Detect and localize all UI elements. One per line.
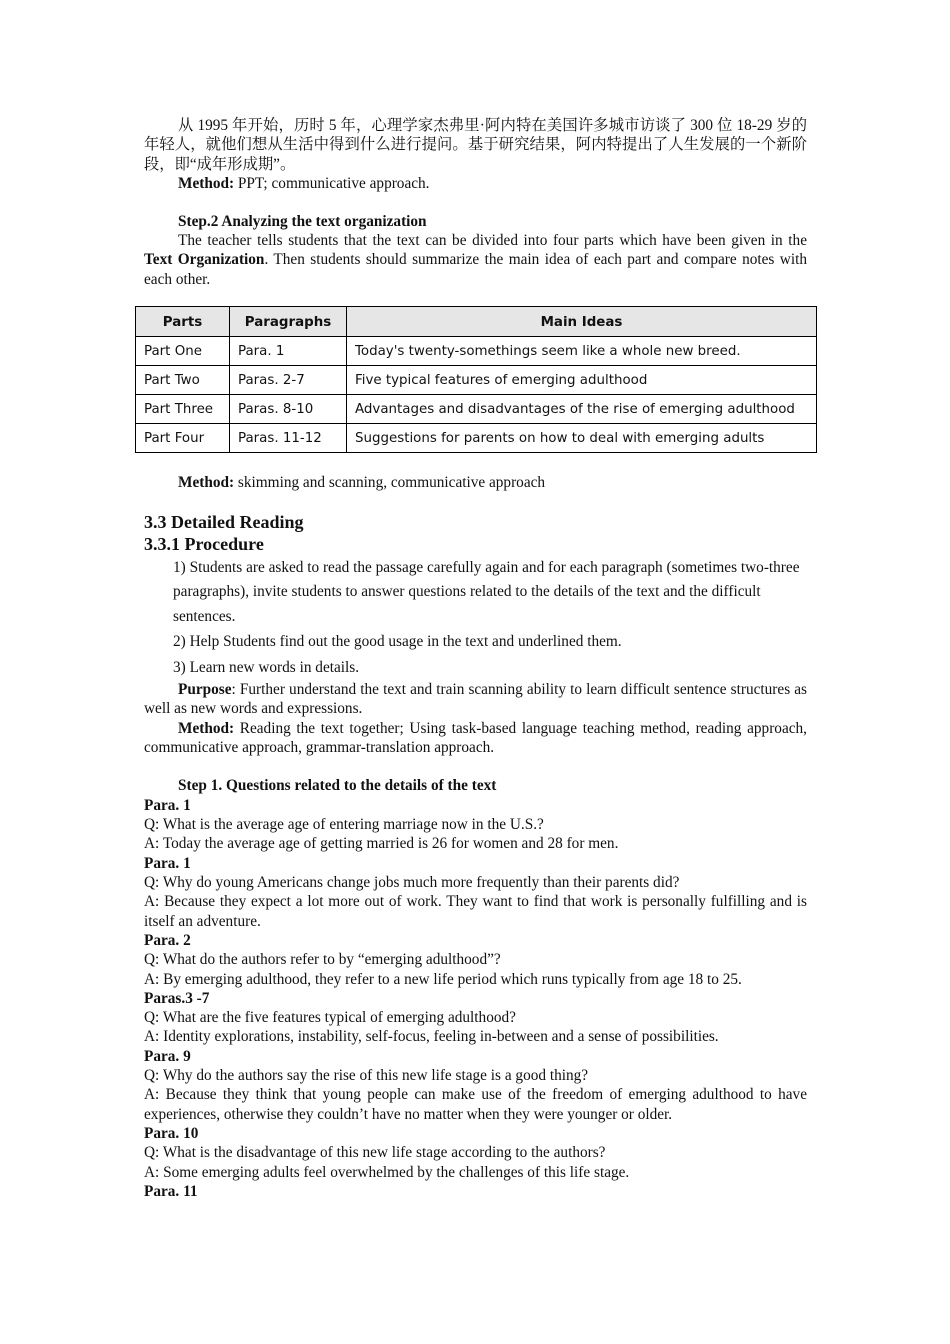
table-row (136, 395, 817, 424)
qa-para-label: Para. 10 (144, 1124, 199, 1142)
header-paragraphs: Paragraphs (230, 307, 347, 337)
intro-method-line (144, 174, 807, 193)
method-label: Method: (178, 175, 235, 193)
qa-para-label: Paras.3 -7 (144, 989, 210, 1007)
qa-block (144, 854, 807, 931)
qa-para-label: Para. 11 (144, 1182, 198, 1200)
qa-list (144, 796, 807, 1201)
section-subheading: 3.3.1 Procedure (144, 533, 264, 554)
method3-paragraph: Method: Reading the text together; Using task-based language teaching method, reading approach, communicative approach, grammar-translation approach. (144, 719, 807, 757)
purpose-paragraph: Purpose: Further understand the text and train scanning ability to learn difficult sentence structures as well as new words and expressions. (144, 680, 807, 718)
procedure-item: 2) Help Students find out the good usage in the text and underlined them. (173, 633, 622, 651)
qa-question: Q: Why do young Americans change jobs much more frequently than their parents did? (144, 874, 680, 892)
qa-question: Q: What is the average age of entering marriage now in the U.S.? (144, 816, 544, 834)
method-text: PPT; communicative approach. (234, 175, 430, 193)
cell-main-idea: Today's twenty-somethings seem like a whole new breed. (347, 337, 817, 366)
text-organization-table (135, 306, 817, 453)
cell-paragraphs: Paras. 11-12 (230, 424, 347, 453)
procedure-item: 1) Students are asked to read the passage carefully again and for each paragraph (sometimes two-three paragraphs), invite students to answer questions related to the details of the text and the difficult sentences. (173, 558, 800, 626)
intro-chinese-paragraph: 从 1995 年开始，历时 5 年，心理学家杰弗里·阿内特在美国许多城市访谈了 300 位 18-29 岁的年轻人，就他们想从生活中得到什么进行提问。基于研究结果，阿内特提出了人生发展的一个新阶段，即“成年形成期”。 (144, 117, 807, 173)
cell-main-idea: Advantages and disadvantages of the rise of emerging adulthood (347, 395, 817, 424)
step2-paragraph: The teacher tells students that the text can be divided into four parts which have been given in the Text Organization. Then students should summarize the main idea of each part and compare notes with each other. (144, 232, 807, 288)
cell-part: Part One (136, 337, 230, 366)
qa-answer: A: Some emerging adults feel overwhelmed by the challenges of this life stage. (144, 1163, 630, 1181)
qa-block (144, 1047, 807, 1124)
qa-block (144, 796, 807, 854)
qa-answer: A: Today the average age of getting married is 26 for women and 28 for men. (144, 835, 619, 853)
qa-question: Q: What are the five features typical of emerging adulthood? (144, 1009, 516, 1027)
procedure-item: 3) Learn new words in details. (173, 658, 360, 676)
cell-part: Part Four (136, 424, 230, 453)
cell-paragraphs: Para. 1 (230, 337, 347, 366)
text-organization-term: Text Organization (144, 251, 265, 269)
qa-para-label: Para. 1 (144, 796, 191, 814)
step1-title: Step 1. Questions related to the details of the text (178, 777, 497, 795)
header-parts: Parts (136, 307, 230, 337)
qa-para-label: Para. 2 (144, 931, 191, 949)
table-row (136, 424, 817, 453)
qa-question: Q: What is the disadvantage of this new life stage according to the authors? (144, 1144, 606, 1162)
qa-answer: A: Because they think that young people can make use of the freedom of emerging adulthood to have experiences, otherwise they couldn’t have no matter when they were younger or older. (144, 1086, 807, 1123)
table-row (136, 366, 817, 395)
qa-answer: A: Because they expect a lot more out of work. They want to find that work is personally fulfilling and is itself an adventure. (144, 893, 807, 930)
table-header-row (136, 307, 817, 337)
qa-block (144, 931, 807, 989)
cell-part: Part Three (136, 395, 230, 424)
cell-main-idea: Suggestions for parents on how to deal with emerging adults (347, 424, 817, 453)
cell-main-idea: Five typical features of emerging adulthood (347, 366, 817, 395)
cell-paragraphs: Paras. 8-10 (230, 395, 347, 424)
qa-question: Q: Why do the authors say the rise of this new life stage is a good thing? (144, 1067, 589, 1085)
qa-block (144, 989, 807, 1047)
qa-para-label: Para. 1 (144, 854, 191, 872)
method2-line: Method: skimming and scanning, communicative approach (178, 474, 546, 492)
header-main-ideas: Main Ideas (347, 307, 817, 337)
section-heading: 3.3 Detailed Reading (144, 511, 304, 532)
qa-block (144, 1124, 807, 1182)
qa-answer: A: By emerging adulthood, they refer to a new life period which runs typically from age 18 to 25. (144, 970, 742, 988)
cell-paragraphs: Paras. 2-7 (230, 366, 347, 395)
qa-answer: A: Identity explorations, instability, self-focus, feeling in-between and a sense of possibilities. (144, 1028, 719, 1046)
qa-question: Q: What do the authors refer to by “emerging adulthood”? (144, 951, 501, 969)
cell-part: Part Two (136, 366, 230, 395)
qa-para-label: Para. 9 (144, 1047, 191, 1065)
document-page (144, 116, 807, 1201)
procedure-list (144, 556, 807, 680)
table-row (136, 337, 817, 366)
step2-title: Step.2 Analyzing the text organization (178, 212, 427, 230)
